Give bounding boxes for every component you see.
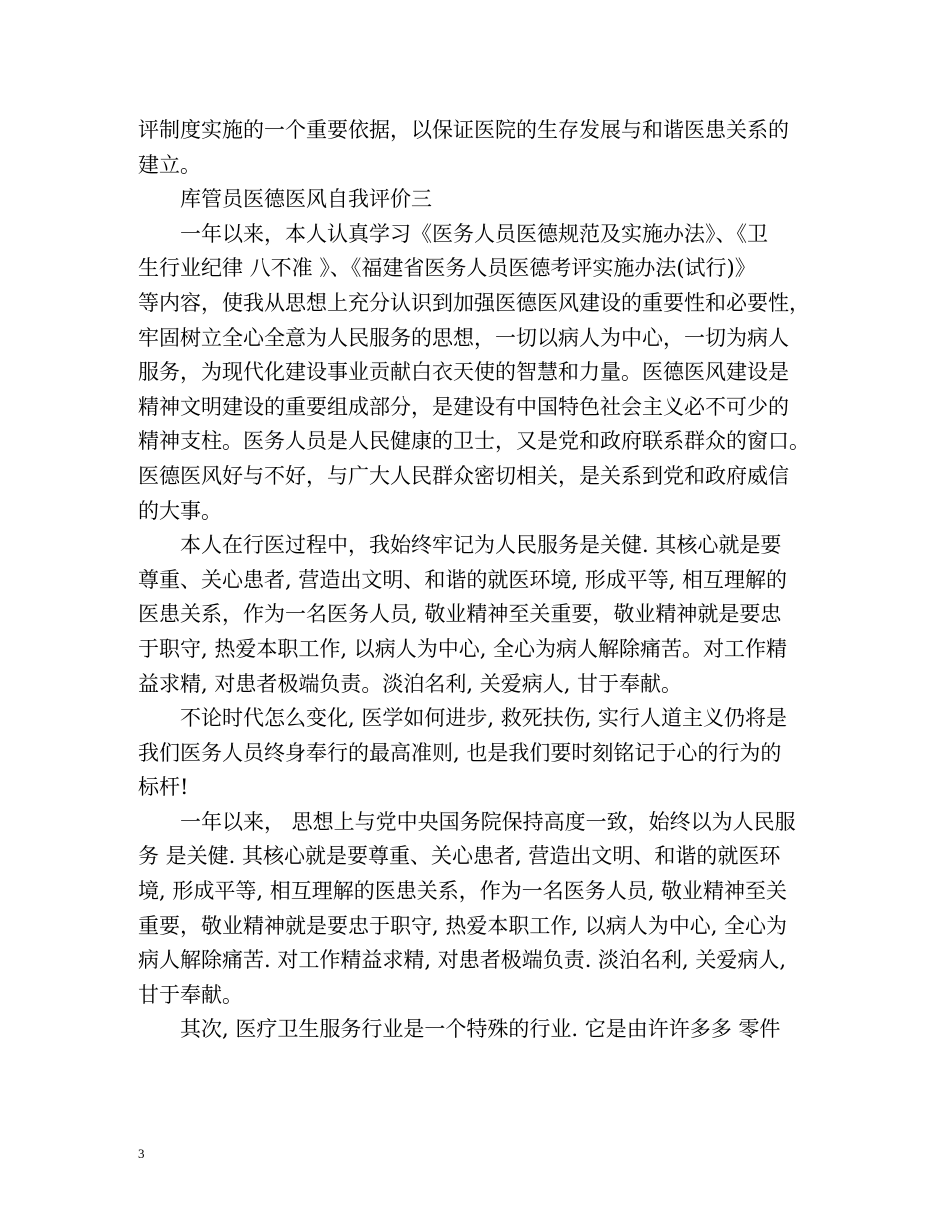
text-line: 牢固树立全心全意为人民服务的思想，一切以病人为中心，一切为病人 <box>138 325 789 350</box>
text-line: 一年以来，本人认真学习《医务人员医德规范及实施办法》、《卫 <box>180 221 768 246</box>
text-line: 境, 形成平等, 相互理解的医患关系，作为一名医务人员, 敬业精神至关 <box>138 879 788 904</box>
text-line: 医德医风好与不好，与广大人民群众密切相关，是关系到党和政府威信 <box>138 463 789 488</box>
text-line: 于职守, 热爱本职工作, 以病人为中心, 全心为病人解除痛苦。对工作精 <box>138 636 788 661</box>
text-line: 建立。 <box>138 152 201 177</box>
text-line: 不论时代怎么变化, 医学如何进步, 救死扶伤, 实行人道主义仍将是 <box>180 706 788 731</box>
text-line: 一年以来， 思想上与党中央国务院保持高度一致，始终以为人民服 <box>180 809 796 834</box>
text-line: 服务，为现代化建设事业贡献白衣天使的智慧和力量。医德医风建设是 <box>138 360 789 385</box>
section-heading: 库管员医德医风自我评价三 <box>180 187 432 212</box>
document-body <box>138 113 818 1047</box>
text-line: 我们医务人员终身奉行的最高准则, 也是我们要时刻铭记于心的行为的 <box>138 740 782 765</box>
text-line: 等内容，使我从思想上充分认识到加强医德医风建设的重要性和必要性， <box>138 290 810 315</box>
text-line: 标杆! <box>138 775 189 800</box>
text-line: 益求精, 对患者极端负责。淡泊名利, 关爱病人, 甘于奉献。 <box>138 671 683 696</box>
text-line: 甘于奉献。 <box>138 982 243 1007</box>
page-number: 3 <box>138 1146 145 1161</box>
text-line: 生行业纪律 八不准 》、《福建省医务人员医德考评实施办法(试行)》 <box>138 256 756 281</box>
text-line: 重要，敬业精神就是要忠于职守, 热爱本职工作, 以病人为中心, 全心为 <box>138 913 788 938</box>
text-line: 精神文明建设的重要组成部分，是建设有中国特色社会主义必不可少的 <box>138 394 789 419</box>
text-line: 精神支柱。医务人员是人民健康的卫士，又是党和政府联系群众的窗口。 <box>138 429 810 454</box>
text-line: 尊重、关心患者, 营造出文明、和谐的就医环境, 形成平等, 相互理解的 <box>138 567 788 592</box>
text-line: 的大事。 <box>138 498 222 523</box>
text-line: 务 是关健. 其核心就是要尊重、关心患者, 营造出文明、和谐的就医环 <box>138 844 781 869</box>
text-line: 评制度实施的一个重要依据，以保证医院的生存发展与和谐医患关系的 <box>138 118 789 142</box>
text-line: 其次, 医疗卫生服务行业是一个特殊的行业. 它是由许许多多 零件 <box>180 1017 781 1042</box>
text-line: 医患关系，作为一名医务人员, 敬业精神至关重要，敬业精神就是要忠 <box>138 602 782 627</box>
text-line: 病人解除痛苦. 对工作精益求精, 对患者极端负责. 淡泊名利, 关爱病人, <box>138 948 787 973</box>
text-line: 本人在行医过程中，我始终牢记为人民服务是关健. 其核心就是要 <box>180 533 782 558</box>
